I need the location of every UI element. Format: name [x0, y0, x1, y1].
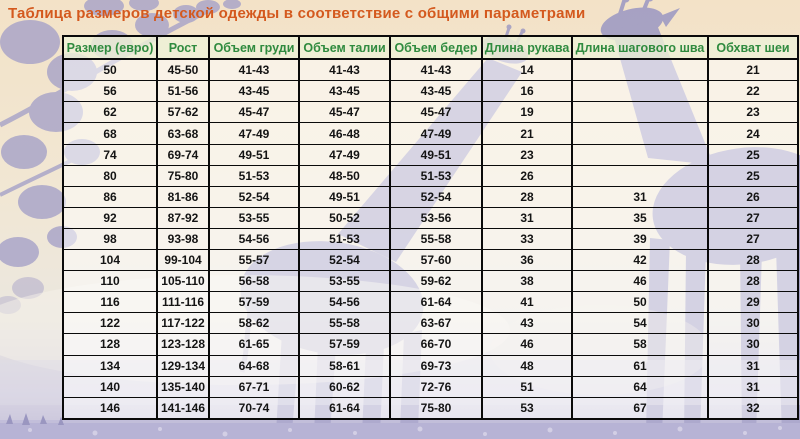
table-cell: 21	[708, 59, 798, 81]
table-cell: 16	[482, 81, 572, 102]
table-cell	[572, 144, 708, 165]
table-cell: 33	[482, 228, 572, 249]
table-cell: 53-56	[390, 207, 482, 228]
table-cell: 41-43	[390, 59, 482, 81]
table-cell: 60-62	[299, 376, 390, 397]
table-row	[63, 102, 798, 123]
table-cell: 43-45	[299, 81, 390, 102]
table-cell: 63-67	[390, 313, 482, 334]
page-title: Таблица размеров детской одежды в соответствие с общими параметрами	[8, 5, 586, 22]
table-cell: 87-92	[157, 207, 209, 228]
column-header: Рост	[157, 36, 209, 59]
table-cell: 32	[708, 397, 798, 419]
column-header: Длина шагового шва	[572, 36, 708, 59]
column-header: Размер (евро)	[63, 36, 157, 59]
table-cell: 27	[708, 228, 798, 249]
table-row	[63, 334, 798, 355]
table-cell: 135-140	[157, 376, 209, 397]
table-cell: 58-61	[299, 355, 390, 376]
table-cell: 104	[63, 250, 157, 271]
table-row	[63, 292, 798, 313]
table-cell: 28	[708, 250, 798, 271]
table-cell: 28	[482, 186, 572, 207]
table-cell	[572, 102, 708, 123]
column-header: Объем талии	[299, 36, 390, 59]
table-cell: 57-59	[209, 292, 299, 313]
table-cell: 47-49	[390, 123, 482, 144]
table-cell: 61-64	[299, 397, 390, 419]
table-cell: 55-58	[299, 313, 390, 334]
table-cell: 48-50	[299, 165, 390, 186]
table-cell: 54	[572, 313, 708, 334]
table-row	[63, 186, 798, 207]
table-cell: 66-70	[390, 334, 482, 355]
table-cell: 116	[63, 292, 157, 313]
table-cell: 64-68	[209, 355, 299, 376]
table-cell: 54-56	[209, 228, 299, 249]
table-header-row	[63, 36, 798, 59]
table-cell: 55-57	[209, 250, 299, 271]
column-header: Обхват шеи	[708, 36, 798, 59]
table-row	[63, 144, 798, 165]
table-cell: 58	[572, 334, 708, 355]
table-cell: 36	[482, 250, 572, 271]
table-cell: 69-74	[157, 144, 209, 165]
table-row	[63, 313, 798, 334]
table-cell: 98	[63, 228, 157, 249]
table-cell: 46-48	[299, 123, 390, 144]
table-cell	[572, 165, 708, 186]
table-cell: 25	[708, 144, 798, 165]
table-cell: 49-51	[390, 144, 482, 165]
table-cell: 31	[708, 355, 798, 376]
table-cell: 45-47	[299, 102, 390, 123]
table-row	[63, 397, 798, 419]
table-cell: 57-62	[157, 102, 209, 123]
table-cell: 30	[708, 334, 798, 355]
table-row	[63, 355, 798, 376]
table-cell: 64	[572, 376, 708, 397]
table-cell: 42	[572, 250, 708, 271]
table-cell: 53-55	[299, 271, 390, 292]
table-cell: 53	[482, 397, 572, 419]
table-cell: 57-60	[390, 250, 482, 271]
table-cell: 25	[708, 165, 798, 186]
table-cell: 141-146	[157, 397, 209, 419]
table-cell: 70-74	[209, 397, 299, 419]
table-cell: 52-54	[390, 186, 482, 207]
table-cell: 68	[63, 123, 157, 144]
table-cell: 29	[708, 292, 798, 313]
table-cell: 41	[482, 292, 572, 313]
column-header: Объем бедер	[390, 36, 482, 59]
table-cell: 47-49	[209, 123, 299, 144]
table-cell: 61-65	[209, 334, 299, 355]
table-cell: 72-76	[390, 376, 482, 397]
table-cell: 41-43	[209, 59, 299, 81]
table-cell: 46	[572, 271, 708, 292]
table-cell: 50	[572, 292, 708, 313]
table-row	[63, 81, 798, 102]
table-cell: 134	[63, 355, 157, 376]
table-cell: 31	[708, 376, 798, 397]
table-cell	[572, 59, 708, 81]
table-cell: 140	[63, 376, 157, 397]
table-cell: 55-58	[390, 228, 482, 249]
table-cell: 49-51	[299, 186, 390, 207]
table-cell: 67	[572, 397, 708, 419]
table-row	[63, 271, 798, 292]
table-cell: 80	[63, 165, 157, 186]
table-cell: 69-73	[390, 355, 482, 376]
table-row	[63, 123, 798, 144]
table-body	[63, 59, 798, 419]
table-cell: 19	[482, 102, 572, 123]
table-cell: 129-134	[157, 355, 209, 376]
table-cell: 26	[482, 165, 572, 186]
table-cell: 62	[63, 102, 157, 123]
table-cell: 93-98	[157, 228, 209, 249]
table-cell: 49-51	[209, 144, 299, 165]
table-cell: 123-128	[157, 334, 209, 355]
table-cell: 52-54	[299, 250, 390, 271]
table-cell: 61-64	[390, 292, 482, 313]
table-cell: 56	[63, 81, 157, 102]
table-cell: 51-56	[157, 81, 209, 102]
table-cell: 43-45	[209, 81, 299, 102]
table-cell: 27	[708, 207, 798, 228]
table-cell: 146	[63, 397, 157, 419]
table-cell: 63-68	[157, 123, 209, 144]
table-cell: 53-55	[209, 207, 299, 228]
table-cell: 99-104	[157, 250, 209, 271]
table-cell: 43	[482, 313, 572, 334]
table-cell: 50-52	[299, 207, 390, 228]
table-cell: 86	[63, 186, 157, 207]
column-header: Длина рукава	[482, 36, 572, 59]
table-cell	[572, 123, 708, 144]
table-cell: 45-47	[209, 102, 299, 123]
table-cell: 51-53	[209, 165, 299, 186]
table-cell: 30	[708, 313, 798, 334]
table-cell: 26	[708, 186, 798, 207]
table-cell: 22	[708, 81, 798, 102]
table-cell: 59-62	[390, 271, 482, 292]
table-cell: 52-54	[209, 186, 299, 207]
table-cell: 24	[708, 123, 798, 144]
table-row	[63, 59, 798, 81]
table-cell: 46	[482, 334, 572, 355]
table-cell: 92	[63, 207, 157, 228]
table-cell: 28	[708, 271, 798, 292]
table-cell: 56-58	[209, 271, 299, 292]
table-cell: 23	[482, 144, 572, 165]
table-cell: 105-110	[157, 271, 209, 292]
table-cell: 57-59	[299, 334, 390, 355]
size-table	[62, 35, 799, 420]
table-cell: 47-49	[299, 144, 390, 165]
table-cell: 122	[63, 313, 157, 334]
table-cell: 38	[482, 271, 572, 292]
table-cell: 58-62	[209, 313, 299, 334]
table-row	[63, 250, 798, 271]
table-cell: 39	[572, 228, 708, 249]
table-cell: 14	[482, 59, 572, 81]
column-header: Объем груди	[209, 36, 299, 59]
table-cell: 45-50	[157, 59, 209, 81]
table-cell: 48	[482, 355, 572, 376]
table-cell: 51	[482, 376, 572, 397]
table-cell: 61	[572, 355, 708, 376]
table-cell: 35	[572, 207, 708, 228]
table-cell: 31	[572, 186, 708, 207]
table-row	[63, 207, 798, 228]
table-cell: 81-86	[157, 186, 209, 207]
table-cell: 67-71	[209, 376, 299, 397]
table-cell: 31	[482, 207, 572, 228]
table-cell: 45-47	[390, 102, 482, 123]
table-cell: 51-53	[299, 228, 390, 249]
table-row	[63, 165, 798, 186]
table-cell: 75-80	[157, 165, 209, 186]
table-cell: 128	[63, 334, 157, 355]
table-row	[63, 228, 798, 249]
table-cell: 110	[63, 271, 157, 292]
table-cell: 43-45	[390, 81, 482, 102]
table-row	[63, 376, 798, 397]
table-cell: 54-56	[299, 292, 390, 313]
table-cell: 23	[708, 102, 798, 123]
table-cell	[572, 81, 708, 102]
table-cell: 21	[482, 123, 572, 144]
table-cell: 41-43	[299, 59, 390, 81]
table-cell: 50	[63, 59, 157, 81]
table-cell: 74	[63, 144, 157, 165]
table-cell: 51-53	[390, 165, 482, 186]
table-cell: 117-122	[157, 313, 209, 334]
table-cell: 75-80	[390, 397, 482, 419]
table-cell: 111-116	[157, 292, 209, 313]
